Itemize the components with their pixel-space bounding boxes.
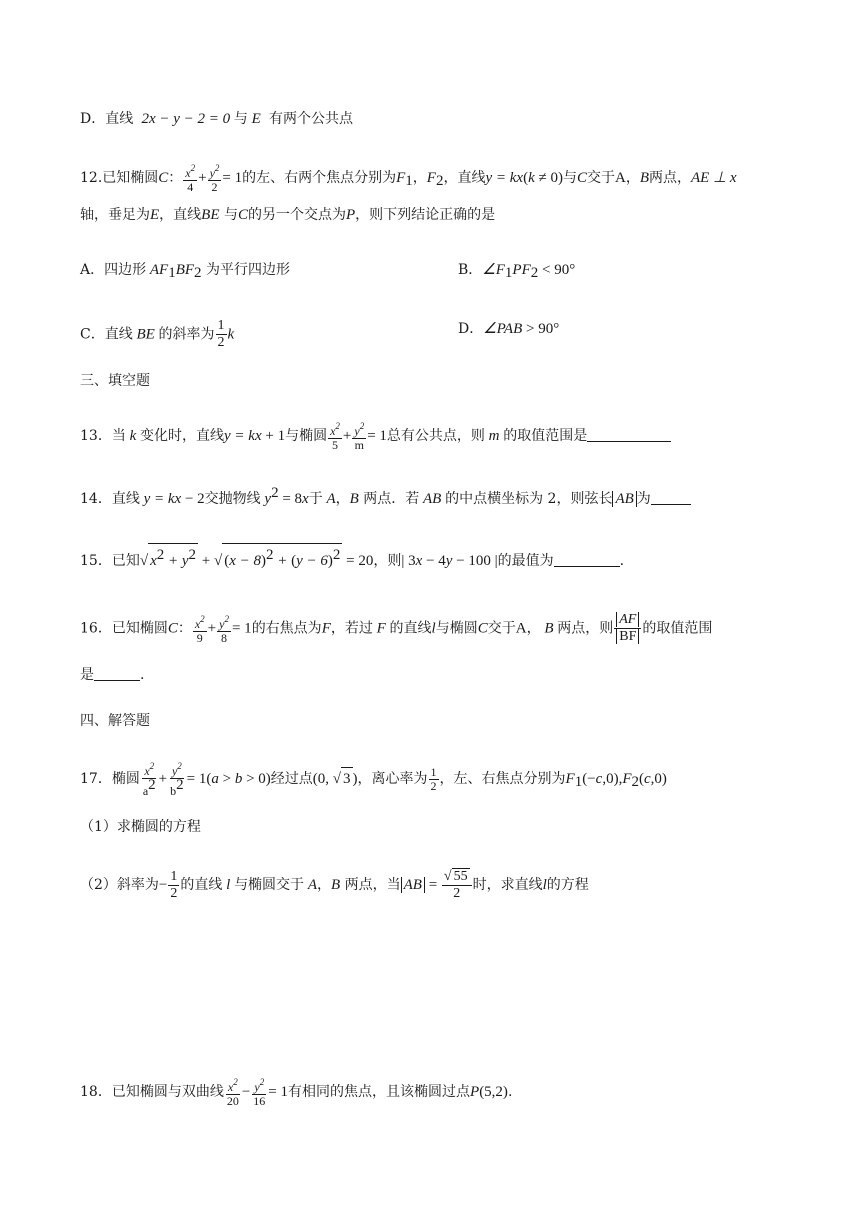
q16-text-h: 是: [80, 667, 94, 683]
q16-frac-ratio: $\frac{AF}{BF}$: [614, 612, 641, 645]
q13-text-d: 的取值范围是: [503, 428, 588, 444]
q17-frac-sqrt55: $\frac{√ 55}{2}$: [442, 868, 472, 902]
q18-text-a: 有相同的焦点，且该椭圆过点: [288, 1084, 471, 1100]
q18-text-b: .: [507, 1084, 513, 1100]
q16-text-f: 两点，则: [557, 620, 614, 637]
q16-answer-blank[interactable]: [94, 666, 140, 681]
q13: 13．当 k 变化时，直线y = kx + 1与椭圆 $\frac{x^2}{5}$ + $\frac{y^2}{m}$ = 1总有公共点，则 m 的取值范围是: [80, 420, 800, 452]
q14-text-a: 交抛物线: [204, 491, 261, 507]
q13-answer-blank[interactable]: [587, 427, 671, 442]
q11-option-d-label: D．直线: [80, 111, 134, 127]
q15-answer-blank[interactable]: [554, 552, 620, 567]
q17-frac-neg-half: $\frac{1}{2}$: [170, 868, 178, 901]
q17-part2-b: 的直线: [180, 877, 223, 893]
q14-number: 14．直线: [80, 491, 140, 507]
q17-part2-f: 的方程: [546, 877, 589, 893]
q12-frac-x: $\frac{x^2}{4}$: [185, 163, 196, 194]
q14-text-e: 为: [636, 491, 651, 507]
q17-frac-half: $\frac{1}{2}$: [430, 764, 437, 793]
q12-text-i: 与: [223, 207, 238, 223]
q13-number: 13．当: [80, 428, 126, 444]
q14: 14．直线 y = kx − 2交抛物线 $y^2 = 8x$于 A，B 两点．若 AB 的中点横坐标为 2，则弦长 AB 为: [80, 482, 800, 510]
q16-line1: 16．已知椭圆C： $\frac{x^2}{9}$ + $\frac{y^2}{8}$ = 1的右焦点为F，若过 F 的直线l与椭圆C交于A， B 两点，则 $\frac{AF}{BF}$ 的取值范围: [80, 612, 713, 645]
q17-part2-e: 时，求直线: [472, 877, 543, 893]
q12-frac-half: $\frac{1}{2}$: [217, 318, 225, 350]
q18-frac-x: $\frac{x^2}{20}$: [226, 1077, 239, 1108]
q13-frac-y: $\frac{y^2}{m}$: [354, 421, 365, 452]
q12-text-d: 与: [562, 170, 577, 186]
q17-stem: 17．椭圆 $\frac{x^2}{a^2}$ + $\frac{y^2}{b^2}$ = 1(a > b > 0)经过点(0, √ 3 )，离心率为 $\frac{1}{2}$ ，左、右焦点分别为$F_1(-c,0),F_2(c,0)$: [80, 761, 667, 798]
q18-frac-y: $\frac{y^2}{16}$: [253, 1077, 266, 1108]
q16-text-d: 与椭圆: [435, 620, 478, 637]
q16-frac-x: $\frac{x^2}{9}$: [194, 613, 205, 645]
q12-text-h: ，直线: [159, 207, 202, 223]
q12-option-a-label: A．四边形: [80, 262, 147, 278]
q11-line-equation: 2x − y − 2 = 0: [137, 111, 234, 127]
q15: 15．已知√ $x^2 + y^2$ + √ $(x - 8)^2 + (y - 6)^2 = 20$，则| 3x − 4y − 100 |的最值为 .: [80, 543, 800, 572]
q18: 18．已知椭圆与双曲线 $\frac{x^2}{20}$ − $\frac{y^2}{16}$ = 1有相同的焦点，且该椭圆过点P(5,2).: [80, 1077, 513, 1108]
q14-text-b: 于: [308, 491, 323, 507]
q15-text-a: ，则: [373, 553, 402, 569]
q12-text-c: ，直线: [443, 170, 486, 186]
q17-part2-a: （2）斜率为: [80, 877, 159, 893]
q11-option-d-tail: 有两个公共点: [269, 111, 353, 127]
q12-option-d: D．∠PAB > 90°: [458, 321, 560, 337]
q16-number: 16．已知椭圆: [80, 620, 168, 637]
q16-text-g: 的取值范围: [642, 620, 713, 637]
q12-stem-line2: 轴，垂足为E，直线BE 与C的另一个交点为P，则下列结论正确的是: [80, 207, 496, 223]
q12-text-j: 的另一个交点为: [247, 207, 346, 223]
q17-part2-c: 与椭圆交于: [234, 877, 305, 893]
q12-text-a: 已知椭圆: [102, 170, 159, 186]
q12-stem-line1: 12.已知椭圆C： $\frac{x^2}{4}$ + $\frac{y^2}{2}$ = 1的左、右两个焦点分别为$F_1$，$F_2$，直线y = kx(k ≠ 0)与C交于A，B两点，AE ⊥ x: [80, 163, 737, 194]
q12-option-a-tail: 为平行四边形: [205, 262, 290, 278]
q17-part1: （1）求椭圆的方程: [80, 819, 201, 835]
q12-text-g: 轴，垂足为: [80, 207, 150, 223]
q12-options-ab: A．四边形 $AF_1BF_2$ 为平行四边形 B．$\angle F_1PF_2 < 90^\circ$: [80, 259, 800, 284]
q15-text-b: 的最值为: [497, 553, 554, 569]
q13-text-b: 与椭圆: [285, 428, 328, 444]
q17-frac-x: $\frac{x^2}{a^2}$: [142, 761, 156, 798]
q13-text-c: 总有公共点，则: [386, 428, 485, 444]
q17-part2-d: 两点，当: [344, 877, 401, 893]
q12-option-c-label: C．直线: [80, 326, 133, 343]
q17-part2: （2）斜率为− $\frac{1}{2}$ 的直线 l 与椭圆交于 A，B 两点，当 AB = $\frac{√ 55}{2}$ 时，求直线l的方程: [80, 868, 589, 901]
q13-frac-x: $\frac{x^2}{5}$: [330, 421, 340, 452]
q12-text-e: 交于: [587, 170, 615, 186]
section-fill-in-heading: 三、填空题: [80, 373, 150, 389]
q16-text-b: ，若过: [330, 620, 373, 637]
q12-frac-y: $\frac{y^2}{2}$: [209, 163, 220, 194]
q16-text-a: 的右焦点为: [251, 620, 322, 637]
q13-text-a: 变化时，直线: [140, 428, 224, 444]
q17-text-b: ，离心率为: [357, 771, 428, 787]
q16-line2: 是 .: [80, 667, 145, 683]
q14-text-c: 两点．若: [363, 491, 420, 507]
q12-text-f: 两点，: [649, 170, 692, 186]
q16-frac-y: $\frac{y^2}{8}$: [219, 613, 229, 645]
q15-number: 15．已知: [80, 553, 140, 569]
q12-option-c-mid: 的斜率为: [158, 326, 215, 343]
q12-text-b: 的左、右两个焦点分别为: [242, 170, 397, 186]
section-answer-heading: 四、解答题: [80, 713, 150, 729]
q17-text-c: ，左、右焦点分别为: [439, 771, 566, 787]
q14-answer-blank[interactable]: [651, 490, 691, 505]
q12-text-k: ，则下列结论正确的是: [355, 207, 496, 223]
q12-options-cd: C．直线 BE 的斜率为 $\frac{1}{2}$ k D．∠PAB > 90°: [80, 318, 560, 350]
q12-number: 12.: [80, 170, 103, 186]
q11-option-d: D．直线 2x − y − 2 = 0 与 E 有两个公共点: [80, 111, 353, 127]
q16-text-e: 交于: [487, 620, 516, 637]
q17-text-a: 经过点: [270, 771, 313, 787]
q12-option-b-label: B．: [458, 262, 483, 278]
q17-frac-y: $\frac{y^2}{b^2}$: [170, 761, 184, 798]
q14-text-d: 的中点横坐标为 2，则弦长: [445, 491, 613, 507]
q12-option-b: B．$\angle F_1PF_2 < 90^\circ$: [458, 262, 576, 281]
q18-number: 18．已知椭圆与双曲线: [80, 1084, 224, 1100]
q17-number: 17．椭圆: [80, 771, 140, 787]
q12-option-d-label: D．: [458, 321, 484, 337]
q16-text-c: 的直线: [389, 620, 432, 637]
